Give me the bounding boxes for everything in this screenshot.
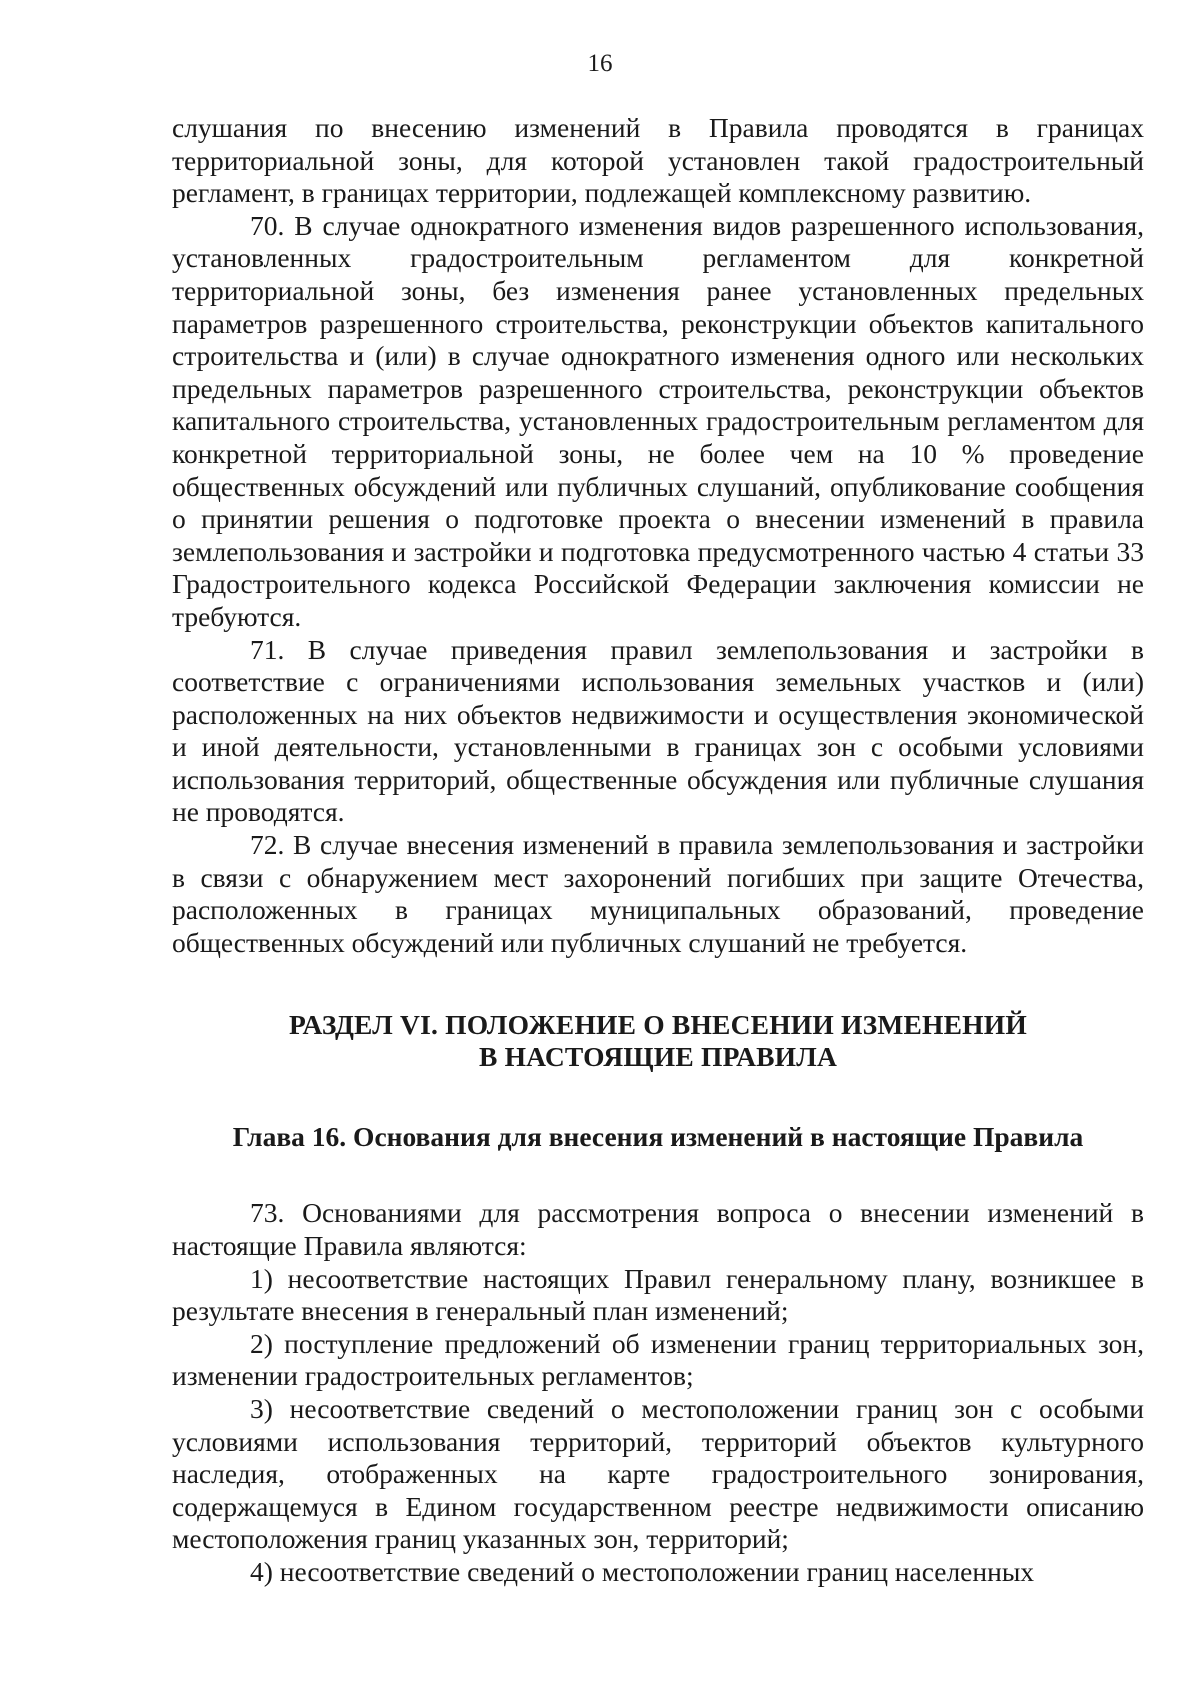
list-item-1: 1) несоответствие настоящих Правил генеральному плану, возникшее в результате внесения в генеральный план изменений;	[172, 1262, 1144, 1327]
paragraph-continuation: слушания по внесению изменений в Правила проводятся в границах территориальной зоны, для которой установлен такой градостроительный регламент, в границах территории, подлежащей комплексному развитию.	[172, 112, 1144, 209]
section-heading-line-1: РАЗДЕЛ VI. ПОЛОЖЕНИЕ О ВНЕСЕНИИ ИЗМЕНЕНИЙ	[289, 1009, 1027, 1041]
section-heading	[172, 1009, 1144, 1073]
list-item-3: 3) несоответствие сведений о местоположении границ зон с особыми условиями использования территорий, территорий объектов культурного наследия, отображенных на карте градостроительного зонирования, содержащемуся в Едином государственном реестре недвижимости описанию местоположения границ указанных зон, территорий;	[172, 1393, 1144, 1555]
paragraph-72: 72. В случае внесения изменений в правила землепользования и застройки в связи с обнаружением мест захоронений погибших при защите Отечества, расположенных в границах муниципальных образований, проведение общественных обсуждений или публичных слушаний не требуется.	[172, 829, 1144, 958]
document-body	[172, 112, 1144, 1589]
list-item-4: 4) несоответствие сведений о местоположении границ населенных	[250, 1555, 1035, 1587]
list-item-2: 2) поступление предложений об изменении границ территориальных зон, изменении градостроительных регламентов;	[172, 1327, 1144, 1392]
section-heading-line-2: В НАСТОЯЩИЕ ПРАВИЛА	[478, 1041, 838, 1073]
paragraph-71: 71. В случае приведения правил землепользования и застройки в соответствие с ограничениями использования земельных участков и (или) расположенных на них объектов недвижимости и осуществления экономической и иной деятельности, установленными в границах зон с особыми условиями использования территорий, общественные обсуждения или публичные слушания не проводятся.	[172, 633, 1144, 828]
page-number: 16	[587, 50, 613, 77]
paragraph-73: 73. Основаниями для рассмотрения вопроса о внесении изменений в настоящие Правила являются:	[172, 1197, 1144, 1262]
paragraph-70: 70. В случае однократного изменения видов разрешенного использования, установленных градостроительным регламентом для конкретной территориальной зоны, без изменения ранее установленных предельных параметров разрешенного строительства, реконструкции объектов капитального строительства и (или) в случае однократного изменения одного или нескольких предельных параметров разрешенного строительства, реконструкции объектов капитального строительства, установленных градостроительным регламентом для конкретной территориальной зоны, не более чем на 10 % проведение общественных обсуждений или публичных слушаний, опубликование сообщения о принятии решения о подготовке проекта о внесении изменений в правила землепользования и застройки и подготовка предусмотренного частью 4 статьи 33 Градостроительного кодекса Российской Федерации заключения комиссии не требуются.	[172, 209, 1144, 632]
chapter-heading: Глава 16. Основания для внесения изменений в настоящие Правила	[232, 1121, 1084, 1153]
